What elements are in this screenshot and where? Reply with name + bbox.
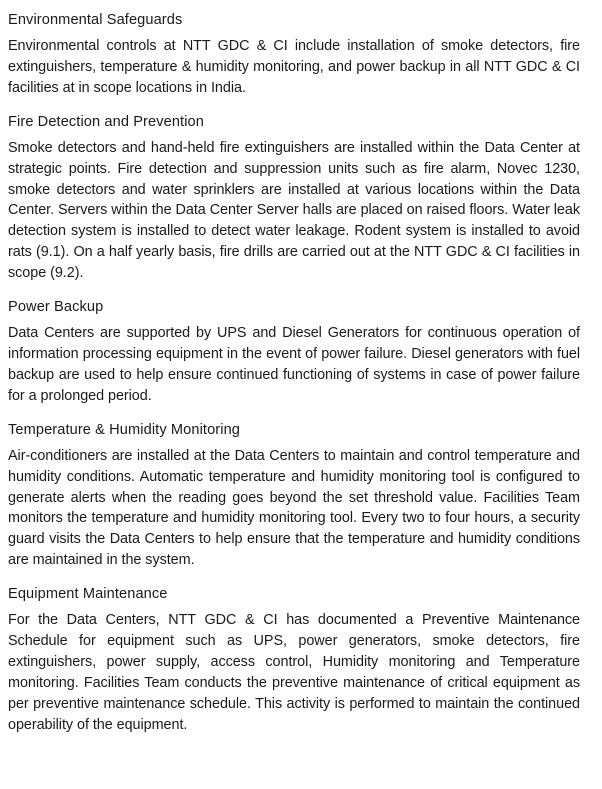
section-heading: Power Backup	[8, 299, 104, 316]
section-paragraph: Data Centers are supported by UPS and Diesel Generators for continuous operation of information processing equipment in the event of power failure. Diesel generators with fuel backup are used to help ensure continued functioning of systems in case of power failure for a prolonged period.	[8, 325, 580, 404]
section-paragraph: Environmental controls at NTT GDC & CI include installation of smoke detectors, fire extinguishers, temperature & humidity monitoring, and power backup in all NTT GDC & CI facilities at in scope locations in India.	[8, 38, 580, 96]
section-fire-detection-and-prevention	[8, 112, 580, 284]
section-heading: Environmental Safeguards	[8, 12, 183, 28]
section-heading: Fire Detection and Prevention	[8, 113, 204, 130]
section-heading: Temperature & Humidity Monitoring	[8, 421, 241, 438]
section-paragraph: Air-conditioners are installed at the Data Centers to maintain and control temperature and humidity conditions. Automatic temperature and humidity monitoring tool is configured to generate alerts when the reading goes beyond the set threshold value. Facilities Team monitors the temperature and humidity monitoring tool. Every two to four hours, a security guard visits the Data Centers to help ensure that the temperature and humidity conditions are maintained in the system.	[8, 447, 580, 569]
section-paragraph: Smoke detectors and hand-held fire extinguishers are installed within the Data Center at strategic points. Fire detection and suppression units such as fire alarm, Novec 1230, smoke detectors and water sprinklers are installed at various locations within the Data Center. Servers within the Data Center Server halls are placed on raised floors. Water leak detection system is installed to detect water leakage. Rodent system is installed to avoid rats (9.1). On a half yearly basis, fire drills are carried out at the NTT GDC & CI facilities in scope (9.2).	[8, 139, 580, 282]
section-equipment-maintenance	[8, 584, 580, 735]
section-paragraph: For the Data Centers, NTT GDC & CI has documented a Preventive Maintenance Schedule for equipment such as UPS, power generators, smoke detectors, fire extinguishers, power supply, access control, Humidity monitoring and Temperature monitoring. Facilities Team conducts the preventive maintenance of critical equipment as per preventive maintenance schedule. This activity is performed to maintain the continued operability of the equipment.	[8, 612, 580, 733]
section-temperature-humidity-monitoring	[8, 420, 580, 571]
section-power-backup	[8, 297, 580, 407]
section-environmental-safeguards	[8, 10, 580, 99]
section-heading: Equipment Maintenance	[8, 586, 168, 603]
